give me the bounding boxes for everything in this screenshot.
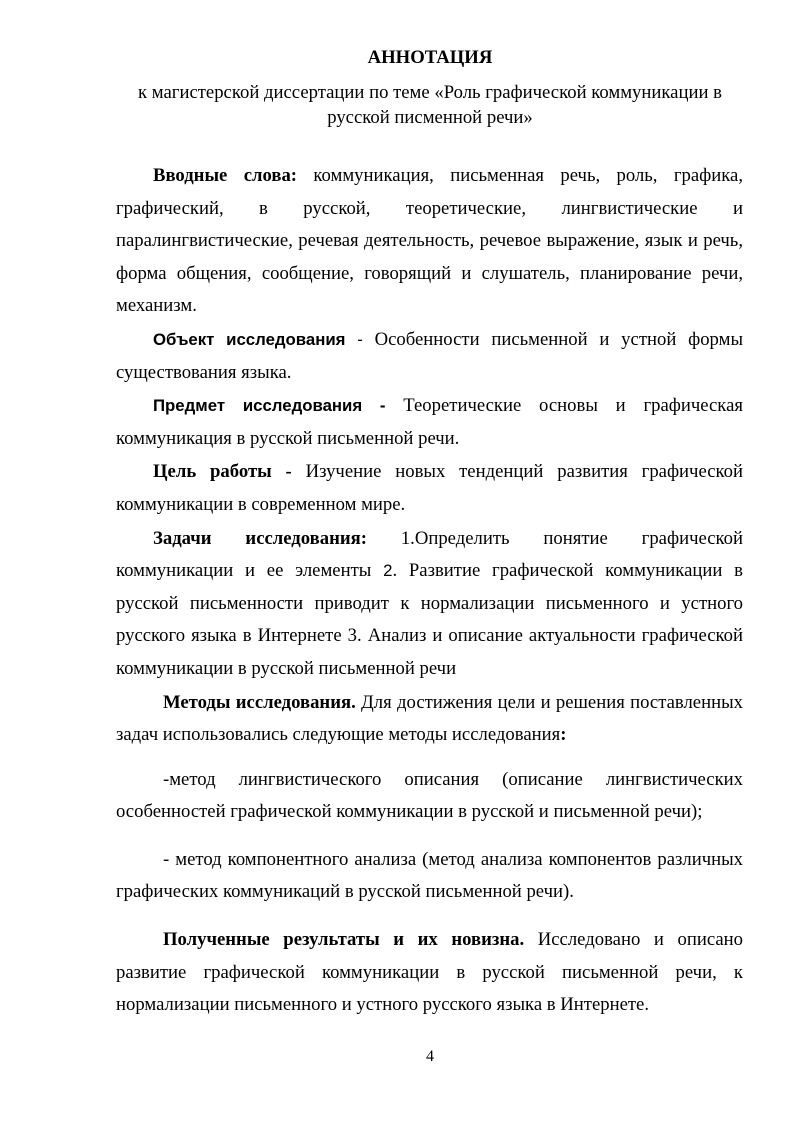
- page-number: 4: [426, 1048, 434, 1065]
- object-text: Особенности письменной и устной формы существования языка.: [116, 328, 743, 383]
- goal-label: Цель работы: [153, 461, 272, 483]
- keywords-label: Вводные слова:: [153, 165, 298, 186]
- subject-paragraph: [116, 390, 743, 455]
- tasks-num2: 2: [383, 561, 393, 581]
- tasks-text-a: 1.Определить понятие графической коммуникации и ее элементы: [116, 527, 743, 582]
- tasks-label: Задачи исследования:: [153, 527, 367, 549]
- methods-label: Методы исследования.: [163, 691, 356, 713]
- goal-paragraph: [116, 456, 743, 521]
- methods-paragraph: [116, 687, 743, 752]
- results-paragraph: [116, 924, 743, 1022]
- methods-colon: :: [560, 724, 567, 746]
- object-label: Объект исследования: [153, 329, 346, 349]
- object-paragraph: [116, 324, 743, 389]
- method-item-linguistic: -метод лингвистического описания (описание лингвистических особенностей графической коммуникации в русской и письменной речи);: [116, 768, 743, 823]
- method-item-component: - метод компонентного анализа (метод анализа компонентов различных графических коммуникаций в русской письменной речи).: [116, 848, 743, 903]
- results-text: Исследовано и описано развитие графической коммуникации в русской письменной речи, к нормализации письменного и устного русского языка в Интернете.: [116, 929, 743, 1016]
- keywords-text: коммуникация, письменная речь, роль, графика, графический, в русской, теоретические, лингвистические и паралингвистические, речевая деятельность, речевое выражение, язык и речь, форма общения, сообщение, говорящий и слушатель, планирование речи, механизм.: [116, 165, 743, 317]
- tasks-text-b: . Развитие графической коммуникации в русской письменности приводит к нормализации письменного и устного русского языка в Интернете 3. Анализ и описание актуальности графической коммуникации в русской письменной речи: [116, 560, 743, 679]
- tasks-paragraph: [116, 523, 743, 686]
- methods-text: Для достижения цели и решения поставленных задач использовались следующие методы исследования: [116, 691, 743, 746]
- goal-text: Изучение новых тенденций развития графической коммуникации в современном мире.: [116, 461, 743, 515]
- document-title: АННОТАЦИЯ: [367, 47, 493, 68]
- object-dash: -: [345, 329, 363, 349]
- subject-text: Теоретические основы и графическая коммуникация в русской письменной речи.: [116, 395, 743, 449]
- keywords-paragraph: [116, 160, 743, 323]
- goal-dash: -: [271, 461, 292, 483]
- document-body: [116, 160, 743, 1022]
- subject-label: Предмет исследования -: [153, 396, 386, 416]
- document-subtitle: к магистерской диссертации по теме «Роль графической коммуникации в русской писменной речи»: [138, 82, 722, 128]
- results-label: Полученные результаты и их новизна.: [163, 929, 525, 951]
